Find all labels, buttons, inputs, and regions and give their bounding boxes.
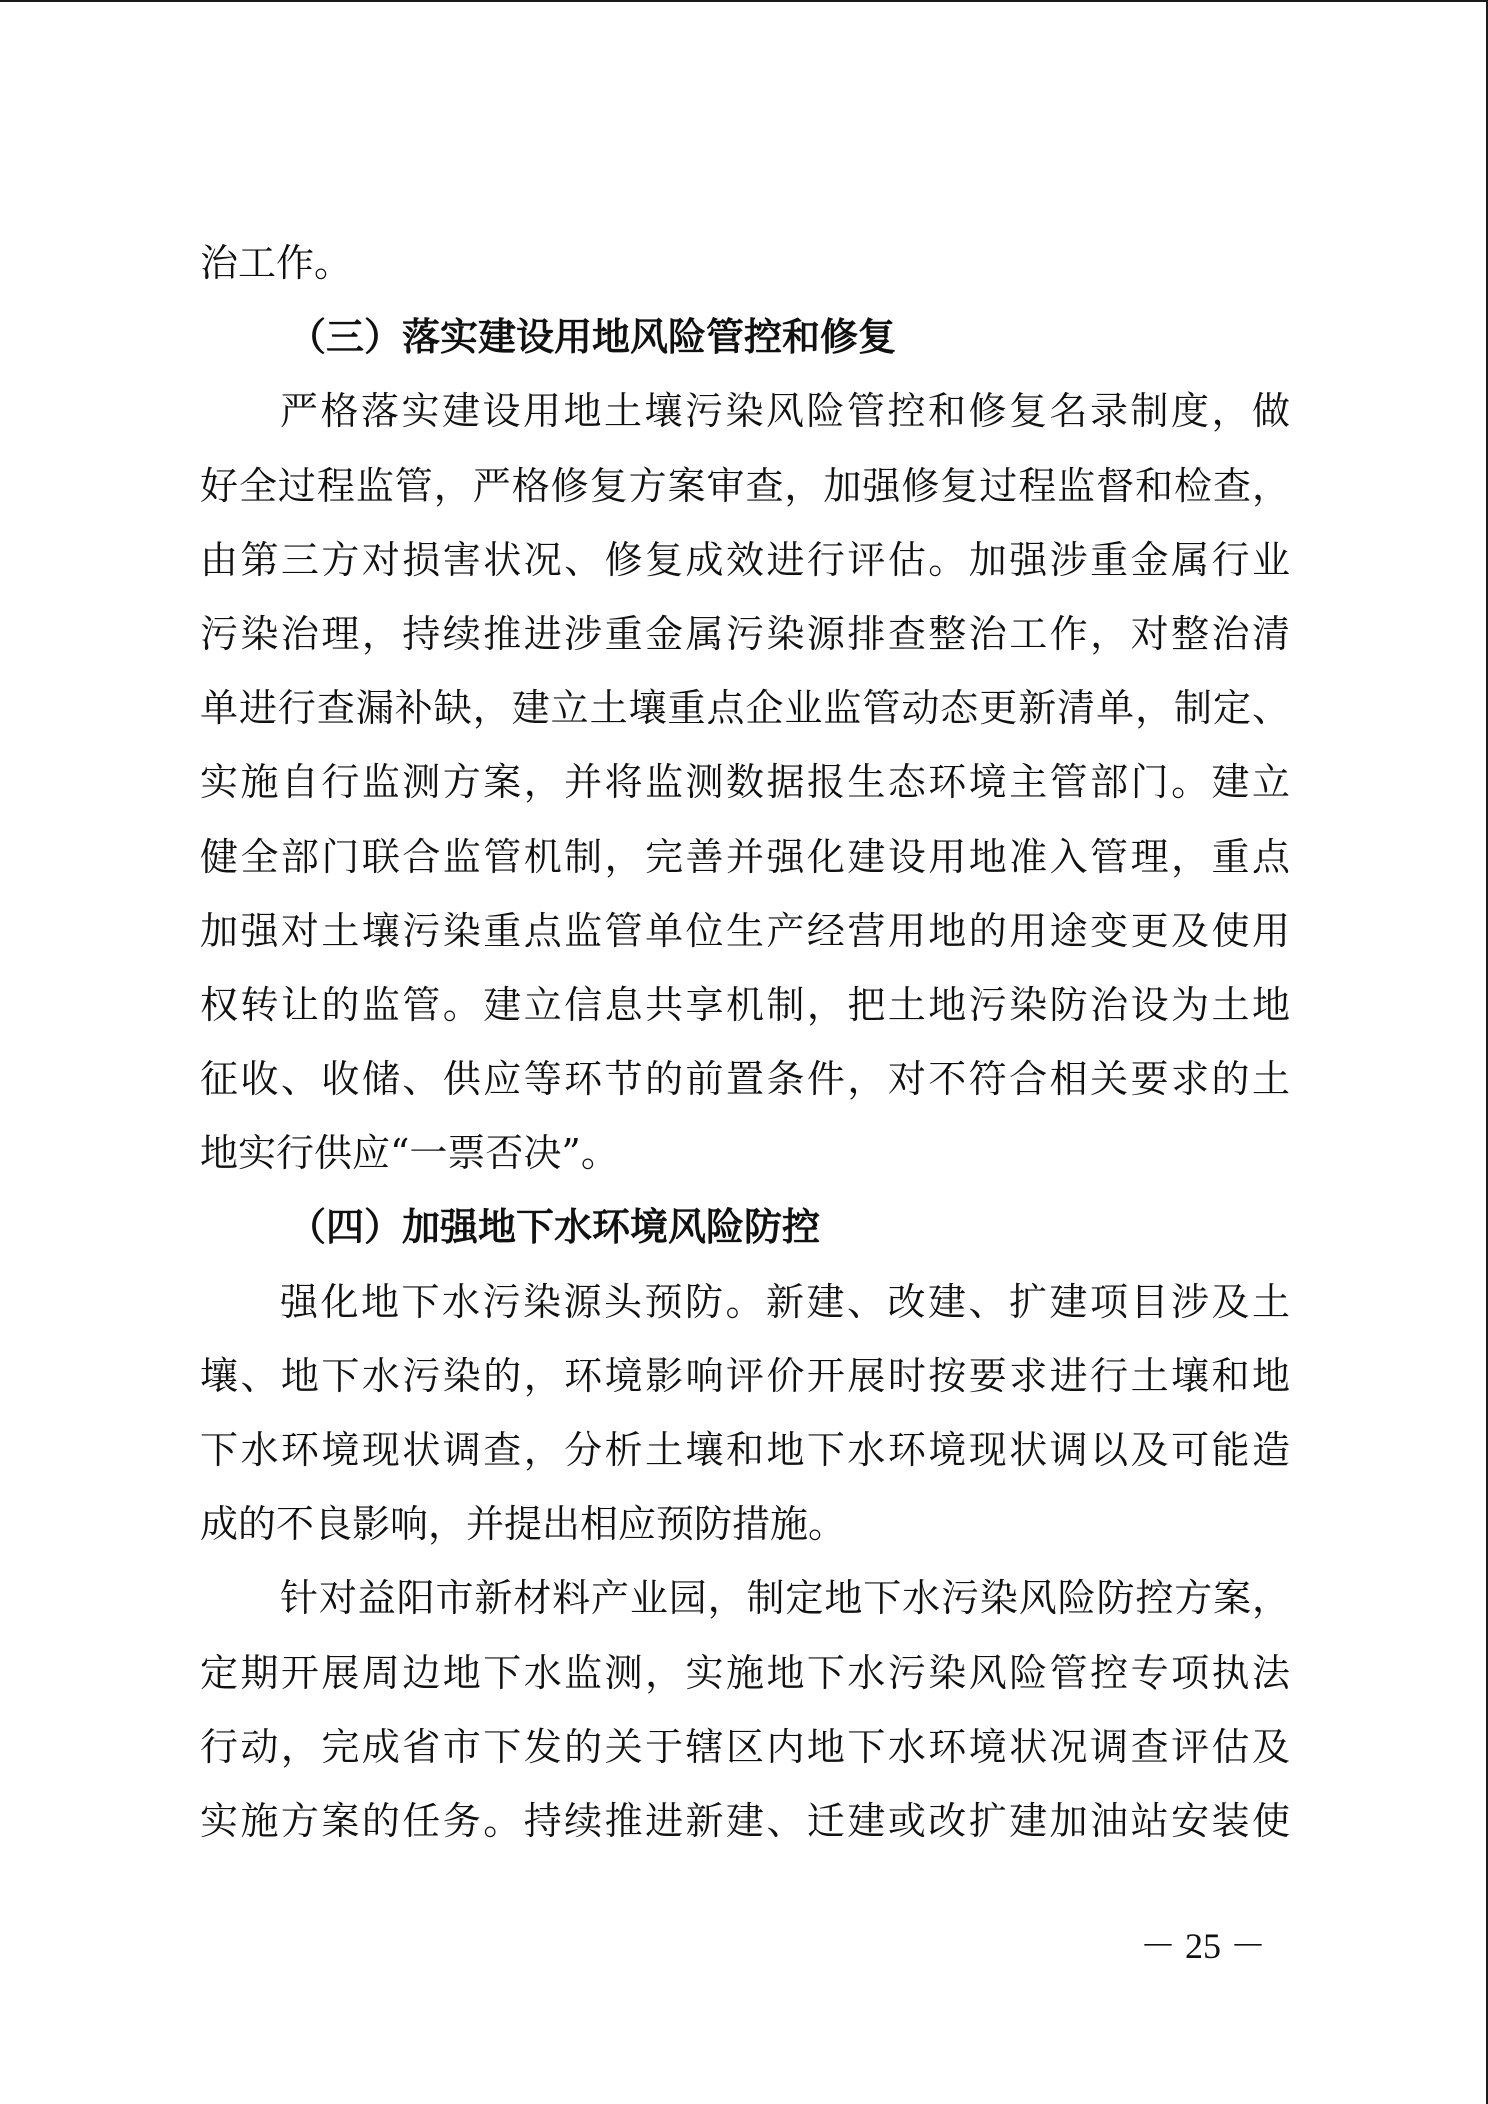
paragraph-line: 征收、收储、供应等环节的前置条件，对不符合相关要求的土 <box>200 1057 1290 1102</box>
paragraph-line: 定期开展周边地下水监测，实施地下水污染风险管控专项执法 <box>200 1650 1290 1695</box>
paragraph-line: 壤、地下水污染的，环境影响评价开展时按要求进行土壤和地 <box>200 1353 1290 1398</box>
paragraph-line: 行动，完成省市下发的关于辖区内地下水环境状况调查评估及 <box>200 1724 1290 1769</box>
paragraph-line: 治工作。 <box>200 241 353 285</box>
page-top-border <box>0 0 1488 2</box>
paragraph-line: 权转让的监管。建立信息共享机制，把土地污染防治设为土地 <box>200 982 1290 1027</box>
paragraph-line: 由第三方对损害状况、修复成效进行评估。加强涉重金属行业 <box>200 537 1290 582</box>
paragraph-line: 针对益阳市新材料产业园，制定地下水污染风险防控方案， <box>280 1576 1290 1621</box>
paragraph-line: 地实行供应“一票否决”。 <box>200 1131 619 1176</box>
paragraph-line: 实施自行监测方案，并将监测数据报生态环境主管部门。建立 <box>200 760 1290 805</box>
paragraph-line: 好全过程监管，严格修复方案审查，加强修复过程监督和检查， <box>200 463 1290 508</box>
page-number: － 25 － <box>1140 1926 1267 1966</box>
section-heading: （三）落实建设用地风险管控和修复 <box>288 315 897 360</box>
paragraph-line: 单进行查漏补缺，建立土壤重点企业监管动态更新清单，制定、 <box>200 686 1290 731</box>
paragraph-line: 实施方案的任务。持续推进新建、迁建或改扩建加油站安装使 <box>200 1798 1290 1843</box>
paragraph-line: 成的不良影响，并提出相应预防措施。 <box>200 1502 847 1547</box>
paragraph-line: 加强对土壤污染重点监管单位生产经营用地的用途变更及使用 <box>200 908 1290 953</box>
paragraph-line: 强化地下水污染源头预防。新建、改建、扩建项目涉及土 <box>280 1279 1290 1324</box>
section-heading: （四）加强地下水环境风险防控 <box>288 1205 821 1250</box>
paragraph-line: 污染治理，持续推进涉重金属污染源排查整治工作，对整治清 <box>200 611 1290 656</box>
paragraph-line: 严格落实建设用地土壤污染风险管控和修复名录制度，做 <box>280 389 1290 434</box>
paragraph-line: 健全部门联合监管机制，完善并强化建设用地准入管理，重点 <box>200 834 1290 879</box>
paragraph-line: 下水环境现状调查，分析土壤和地下水环境现状调以及可能造 <box>200 1428 1290 1472</box>
document-body <box>200 226 1290 1858</box>
